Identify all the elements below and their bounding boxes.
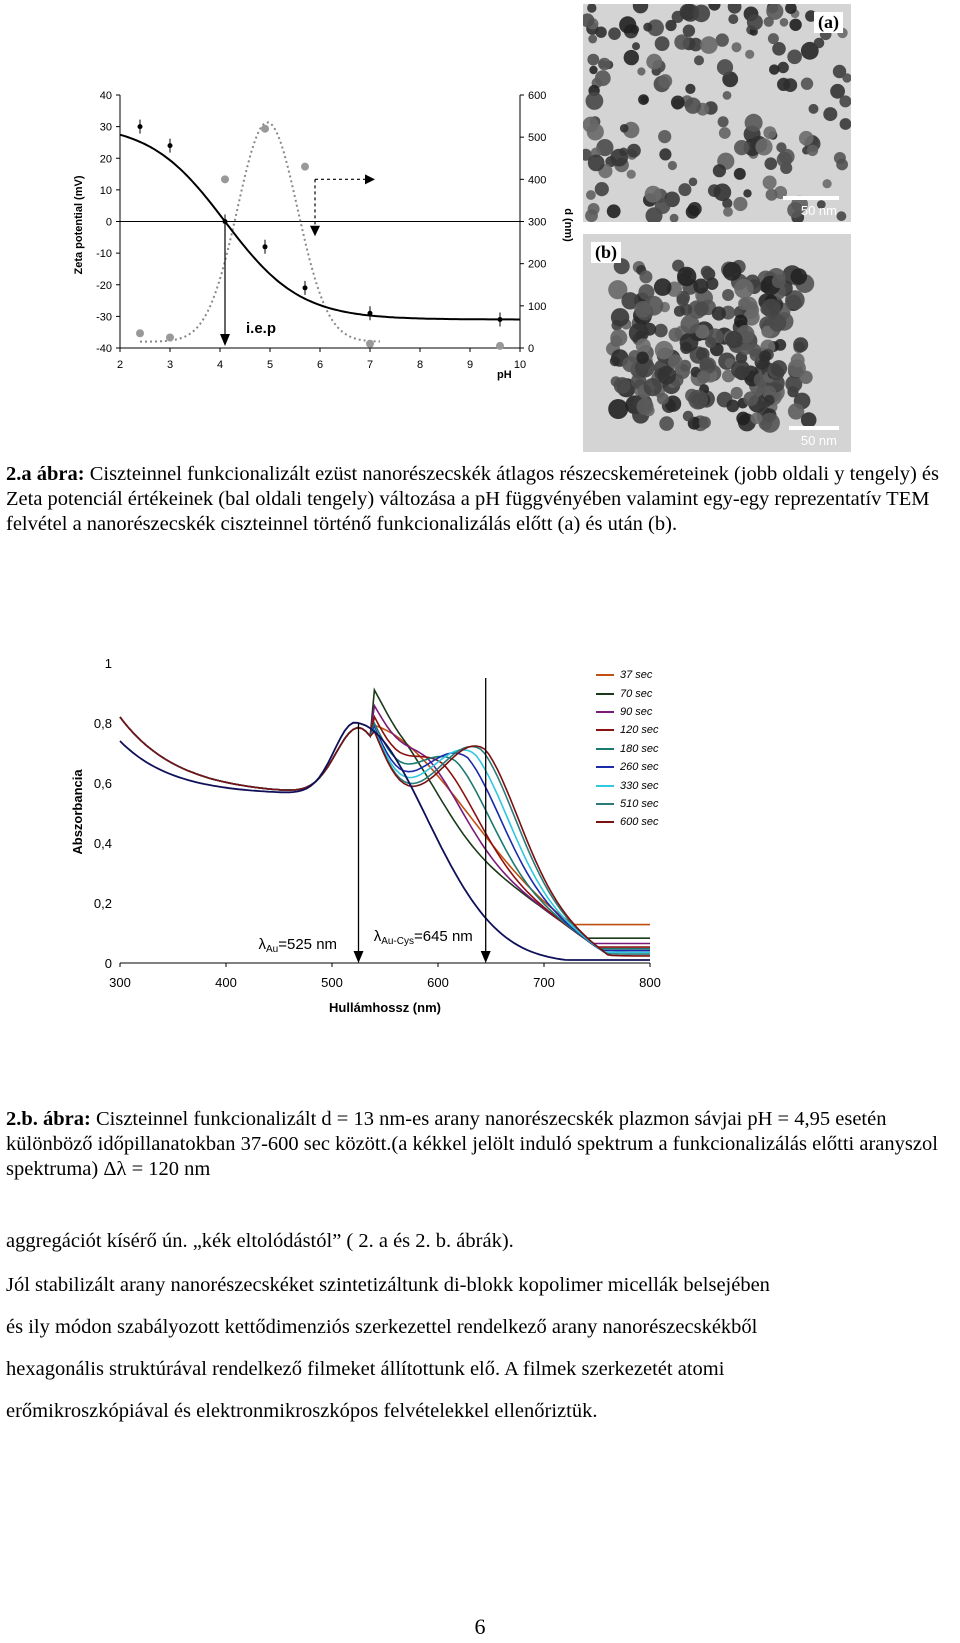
- zeta-y-tick-label: -20: [96, 279, 112, 292]
- body-line-3: és ily módon szabályozott kettődimenziós szerkezettel rendelkező arany nanorészecskékből: [6, 1316, 758, 1338]
- tem-b-label: (b): [591, 242, 621, 263]
- zeta-y-tick-label: -30: [96, 311, 112, 324]
- absorbance-x-tick-label: 800: [639, 975, 661, 990]
- nanoparticle: [840, 118, 851, 130]
- wavelength-annotation: $\lambda_{Au-Cys}=645$ nm: [373, 928, 473, 947]
- size-point: [261, 125, 269, 133]
- wavelength-annotation: $\lambda_{Au}=525$ nm: [258, 936, 338, 955]
- nanoparticle: [586, 92, 604, 110]
- nanoparticle: [763, 126, 776, 139]
- legend-swatch: [596, 693, 614, 695]
- zeta-x-tick-label: 10: [513, 359, 527, 371]
- caption-2b-lead: 2.b. ábra:: [6, 1108, 91, 1130]
- zeta-point: [138, 124, 143, 129]
- zeta-x-tick-label: 9: [466, 359, 474, 371]
- nanoparticle: [610, 149, 628, 167]
- nanoparticle: [637, 398, 654, 415]
- nanoparticle: [689, 178, 698, 187]
- absorbance-y-tick-label: 0,2: [93, 896, 112, 911]
- legend-item: [596, 813, 716, 831]
- nanoparticle: [799, 371, 812, 384]
- absorbance-y-label: Abszorbancia: [70, 769, 85, 855]
- nanoparticle: [598, 58, 611, 71]
- nanoparticle: [668, 354, 683, 369]
- zeta-x-tick-label: 6: [316, 359, 324, 371]
- nanoparticle: [688, 390, 708, 410]
- legend-item: [596, 758, 716, 776]
- nanoparticle: [714, 184, 732, 202]
- nanoparticle: [780, 18, 789, 27]
- nanoparticle: [823, 107, 837, 121]
- nanoparticle: [637, 67, 645, 75]
- nanoparticle: [678, 183, 691, 196]
- legend-label: 180 sec: [620, 742, 659, 755]
- zeta-y-tick-label: 0: [105, 216, 112, 229]
- nanoparticle: [634, 301, 651, 318]
- nanoparticle: [762, 299, 781, 318]
- size-y-tick-label: 300: [528, 216, 547, 229]
- absorbance-y-tick-label: 0: [104, 956, 112, 971]
- nanoparticle: [610, 329, 627, 346]
- zeta-point: [368, 311, 373, 316]
- nanoparticle: [777, 152, 792, 167]
- absorbance-x-tick-label: 500: [321, 975, 343, 990]
- nanoparticle: [734, 279, 754, 299]
- nanoparticle: [732, 42, 742, 52]
- wavelength-arrow-head: [481, 951, 491, 963]
- size-point: [496, 342, 504, 350]
- nanoparticle: [807, 145, 818, 156]
- absorbance-y-tick-label: 0,4: [93, 836, 112, 851]
- nanoparticle: [701, 266, 713, 278]
- nanoparticle: [619, 16, 636, 33]
- zeta-x-tick-label: 4: [216, 359, 224, 371]
- absorbance-x-tick-label: 600: [427, 975, 449, 990]
- nanoparticle: [654, 278, 672, 296]
- zeta-point: [168, 143, 173, 148]
- absorbance-x-label: Hullámhossz (nm): [329, 1000, 441, 1015]
- size-y-tick-label: 400: [528, 174, 547, 187]
- nanoparticle: [674, 306, 685, 317]
- legend-swatch: [596, 821, 614, 823]
- zeta-y-tick-label: 10: [99, 184, 112, 197]
- nanoparticle: [760, 413, 780, 433]
- page-number: 6: [474, 1614, 486, 1639]
- nanoparticle: [654, 324, 668, 338]
- caption-2a-text: Ciszteinnel funkcionalizált ezüst nanorészecskék átlagos részecskeméreteinek (jobb oldali y tengely) és Zeta potenciál értékeinek (bal oldali tengely) változása a pH függvényében valamint egy-egy reprezentatív TEM felvétel a nanorészecskék ciszteinnel történő funkcionalizálás előtt (a) és után (b).: [6, 463, 939, 535]
- iep-annotation: i.e.p: [246, 320, 277, 337]
- nanoparticle: [608, 27, 621, 40]
- nanoparticle: [801, 78, 813, 90]
- nanoparticle: [814, 38, 825, 49]
- nanoparticle: [699, 416, 711, 428]
- nanoparticle: [608, 399, 628, 419]
- caption-2b-text: Ciszteinnel funkcionalizált d = 13 nm-es arany nanorészecskék plazmon sávjai pH = 4,95 esetén különböző időpillanatokban 37-600 sec között.(a kékkel jelölt induló spektrum a funkcionalizálás előtti aranyszol spektruma) Δλ = 120 nm: [6, 1108, 938, 1180]
- absorbance-y-tick-label: 0,8: [93, 716, 112, 731]
- zeta-x-axis-label: pH: [497, 369, 512, 381]
- nanoparticle: [723, 91, 732, 100]
- spectrum-line: [120, 717, 650, 952]
- nanoparticle: [683, 411, 694, 422]
- legend-item: [596, 684, 716, 702]
- legend-item: [596, 703, 716, 721]
- nanoparticle: [665, 20, 676, 31]
- size-y-tick-label: 600: [528, 90, 547, 102]
- zeta-point: [498, 317, 503, 322]
- body-line-1: aggregációt kísérő ún. „kék eltolódástól” ( 2. a és 2. b. ábrák).: [6, 1230, 514, 1252]
- size-point: [136, 329, 144, 337]
- nanoparticle: [693, 279, 708, 294]
- nanoparticle: [791, 353, 805, 367]
- tem-b-scale-text: 50 nm: [800, 433, 837, 448]
- nanoparticle: [636, 338, 651, 353]
- nanoparticle: [712, 306, 726, 320]
- nanoparticle: [768, 33, 779, 44]
- tem-b-particles: [583, 234, 851, 452]
- nanoparticle: [685, 98, 701, 114]
- nanoparticle: [681, 315, 700, 334]
- absorbance-legend: [596, 666, 716, 832]
- nanoparticle: [686, 205, 700, 219]
- nanoparticle: [763, 176, 777, 190]
- nanoparticle: [693, 5, 711, 23]
- size-point: [166, 333, 174, 341]
- legend-item: [596, 776, 716, 794]
- nanoparticle: [787, 50, 802, 65]
- nanoparticle: [734, 140, 749, 155]
- zeta-x-tick-label: 5: [266, 359, 274, 371]
- nanoparticle: [745, 114, 763, 132]
- nanoparticle: [636, 352, 648, 364]
- nanoparticle: [789, 19, 801, 31]
- caption-2a: [6, 462, 954, 537]
- nanoparticle: [587, 54, 599, 66]
- zeta-x-tick-label: 3: [166, 359, 174, 371]
- legend-item: [596, 740, 716, 758]
- nanoparticle: [680, 333, 699, 352]
- nanoparticle: [657, 366, 676, 385]
- nanoparticle: [706, 277, 719, 290]
- tem-image-b: [583, 234, 851, 452]
- zeta-chart: [60, 85, 580, 405]
- nanoparticle: [632, 42, 640, 50]
- nanoparticle: [731, 387, 743, 399]
- size-y-tick-label: 500: [528, 132, 547, 145]
- nanoparticle: [658, 74, 672, 88]
- nanoparticle: [611, 308, 629, 326]
- nanoparticle: [657, 393, 669, 405]
- legend-label: 260 sec: [620, 761, 659, 774]
- nanoparticle: [839, 95, 851, 107]
- nanoparticle: [624, 50, 639, 65]
- nanoparticle: [731, 360, 750, 379]
- nanoparticle: [586, 190, 596, 200]
- legend-swatch: [596, 729, 614, 731]
- nanoparticle: [718, 116, 729, 127]
- nanoparticle: [713, 164, 726, 177]
- tem-a-scale-bar: [783, 196, 839, 200]
- nanoparticle: [799, 131, 814, 146]
- nanoparticle: [627, 144, 641, 158]
- size-y-tick-label: 100: [528, 300, 547, 313]
- nanoparticle: [772, 274, 786, 288]
- nanoparticle: [766, 189, 778, 201]
- caption-2a-lead: 2.a ábra:: [6, 463, 85, 485]
- nanoparticle: [743, 189, 751, 197]
- absorbance-y-tick-label: 0,6: [93, 776, 112, 791]
- nanoparticle: [740, 344, 751, 355]
- nanoparticle: [646, 54, 662, 70]
- nanoparticle: [778, 62, 789, 73]
- nanoparticle: [694, 301, 709, 316]
- nanoparticle: [588, 155, 605, 172]
- nanoparticle: [765, 157, 778, 170]
- nanoparticle: [677, 267, 696, 286]
- nanoparticle: [747, 14, 763, 30]
- nanoparticle: [791, 268, 808, 285]
- absorbance-x-tick-label: 700: [533, 975, 555, 990]
- size-y-tick-label: 200: [528, 258, 547, 271]
- nanoparticle: [725, 331, 742, 348]
- nanoparticle: [769, 64, 779, 74]
- nanoparticle: [620, 124, 629, 133]
- zeta-x-tick-label: 7: [366, 359, 374, 371]
- nanoparticle: [759, 351, 771, 363]
- nanoparticle: [614, 377, 631, 394]
- nanoparticle: [595, 27, 606, 38]
- nanoparticle: [585, 209, 598, 222]
- nanoparticle: [638, 284, 654, 300]
- nanoparticle: [659, 148, 671, 160]
- nanoparticle: [793, 337, 808, 352]
- nanoparticle: [683, 25, 695, 37]
- legend-label: 330 sec: [620, 779, 659, 792]
- absorbance-x-tick-label: 400: [215, 975, 237, 990]
- nanoparticle: [659, 416, 674, 431]
- zeta-point: [303, 285, 308, 290]
- legend-label: 600 sec: [620, 816, 659, 829]
- zeta-y-tick-label: 40: [99, 90, 112, 102]
- zeta-left-axis-label: Zeta potential (mV): [73, 175, 85, 275]
- zeta-right-axis-label: d (nm): [562, 208, 574, 242]
- tem-a-label: (a): [814, 12, 843, 33]
- nanoparticle: [694, 55, 704, 65]
- nanoparticle: [705, 337, 716, 348]
- nanoparticle: [723, 207, 733, 217]
- legend-swatch: [596, 748, 614, 750]
- zeta-y-tick-label: 20: [99, 153, 112, 166]
- absorbance-y-tick-label: 1: [104, 656, 112, 671]
- nanoparticle: [809, 104, 819, 114]
- nanoparticle: [643, 23, 652, 32]
- absorbance-x-tick-label: 300: [109, 975, 131, 990]
- nanoparticle: [671, 96, 685, 110]
- body-line-2: Jól stabilizált arany nanorészecskéket szintetizáltunk di-blokk kopolimer micellák belsejében: [6, 1274, 770, 1296]
- zeta-x-tick-label: 8: [416, 359, 424, 371]
- nanoparticle: [658, 130, 671, 143]
- legend-item: [596, 666, 716, 684]
- nanoparticle: [772, 42, 786, 56]
- spectrum-line: [120, 705, 653, 944]
- nanoparticle: [645, 186, 662, 203]
- nanoparticle: [700, 36, 718, 54]
- nanoparticle: [733, 197, 747, 211]
- nanoparticle: [668, 161, 677, 170]
- nanoparticle: [751, 413, 763, 425]
- tem-image-a: [583, 4, 851, 222]
- nanoparticle: [736, 412, 750, 426]
- zeta-y-tick-label: -10: [96, 248, 112, 261]
- nanoparticle: [655, 36, 670, 51]
- nanoparticle: [726, 400, 739, 413]
- nanoparticle: [738, 298, 751, 311]
- size-point: [366, 340, 374, 348]
- body-line-4: hexagonális struktúrával rendelkező filmeket állítottunk elő. A filmek szerkezetét atomi: [6, 1358, 725, 1380]
- legend-item: [596, 795, 716, 813]
- legend-label: 120 sec: [620, 724, 659, 737]
- legend-label: 90 sec: [620, 705, 653, 718]
- nanoparticle: [685, 84, 695, 94]
- nanoparticle: [719, 127, 731, 139]
- legend-swatch: [596, 674, 614, 676]
- caption-2b: [6, 1107, 954, 1182]
- nanoparticle: [836, 159, 848, 171]
- nanoparticle: [743, 391, 758, 406]
- wavelength-arrow-head: [354, 951, 364, 963]
- legend-label: 510 sec: [620, 797, 659, 810]
- nanoparticle: [783, 78, 797, 92]
- nanoparticle: [755, 138, 772, 155]
- nanoparticle: [728, 14, 738, 24]
- body-line-5: erőmikroszkópiával és elektronmikroszkópos felvételekkel ellenőriztük.: [6, 1400, 598, 1422]
- nanoparticle: [587, 123, 604, 140]
- size-point: [301, 163, 309, 171]
- tem-b-scale-bar: [789, 426, 839, 430]
- legend-swatch: [596, 785, 614, 787]
- nanoparticle: [607, 204, 621, 218]
- nanoparticle: [595, 182, 609, 196]
- nanoparticle: [697, 370, 710, 383]
- nanoparticle: [823, 179, 832, 188]
- nanoparticle: [837, 211, 847, 221]
- zeta-x-tick-label: 2: [116, 359, 124, 371]
- nanoparticle: [589, 66, 597, 74]
- nanoparticle: [717, 59, 733, 75]
- spectrum-line: [120, 687, 653, 938]
- legend-label: 37 sec: [620, 669, 653, 682]
- tem-a-scale-text: 50 nm: [800, 203, 837, 218]
- nanoparticle: [764, 395, 775, 406]
- zeta-y-tick-label: 30: [99, 121, 112, 134]
- size-point: [221, 175, 229, 183]
- legend-swatch: [596, 711, 614, 713]
- nanoparticle: [771, 360, 788, 377]
- legend-swatch: [596, 803, 614, 805]
- nanoparticle: [734, 168, 746, 180]
- nanoparticle: [722, 289, 734, 301]
- legend-item: [596, 721, 716, 739]
- nanoparticle: [638, 94, 649, 105]
- zeta-point: [263, 244, 268, 249]
- legend-label: 70 sec: [620, 687, 653, 700]
- nanoparticle: [745, 50, 754, 59]
- size-y-tick-label: 0: [528, 343, 535, 355]
- legend-swatch: [596, 766, 614, 768]
- nanoparticle: [639, 270, 652, 283]
- nanoparticle: [723, 262, 742, 281]
- zeta-y-tick-label: -40: [96, 343, 112, 355]
- nanoparticle: [627, 170, 636, 179]
- tem-a-particles: [583, 4, 851, 222]
- nanoparticle: [588, 35, 597, 44]
